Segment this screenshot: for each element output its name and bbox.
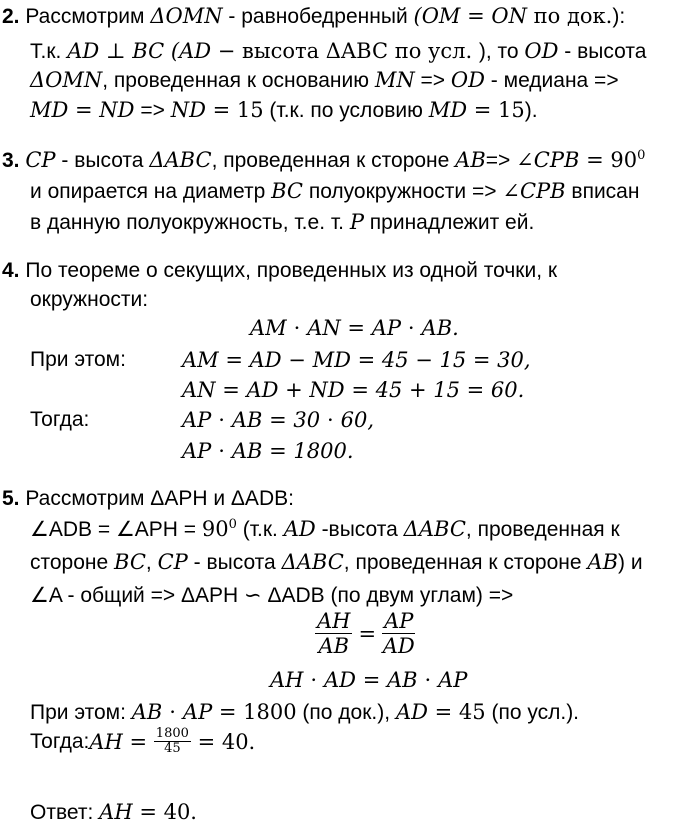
section-3-line-1 [2, 148, 645, 173]
section-2-line-1 [2, 4, 625, 29]
math: = 15 [467, 98, 525, 122]
math: AD ⊥ BC [67, 39, 165, 63]
section-5-line-1 [2, 487, 294, 511]
math: ND [170, 98, 206, 122]
math: OD [524, 39, 559, 63]
section-5-line-4: ∠A - общий => ΔAPH ∽ ΔADB (по двум углам) => [30, 584, 514, 607]
item-number: 2. [2, 5, 20, 28]
text: стороне [30, 551, 115, 574]
math: = 40. [132, 800, 197, 824]
math: AH [99, 800, 133, 824]
equation: AN = AD + ND = 45 + 15 = 60. [182, 378, 525, 402]
text: принадлежит ей. [363, 211, 535, 234]
math: = 90 [579, 148, 638, 172]
math: MN [374, 68, 415, 92]
text: ): [612, 5, 626, 28]
section-5-line-7 [30, 727, 255, 757]
equation: AP ⋅ AB = 1800. [182, 439, 354, 463]
math: ∠CPB [502, 179, 566, 203]
text: => [134, 99, 171, 122]
text: - высота [187, 551, 282, 574]
equation: AH ⋅ AD = AB ⋅ AP [270, 668, 468, 692]
numerator: AH [317, 609, 351, 633]
text: - высота [558, 40, 647, 63]
text: Тогда: [30, 730, 90, 754]
math: AB [455, 148, 486, 172]
section-5-line-3 [30, 550, 643, 575]
text: - высота [55, 149, 150, 172]
text: ). [524, 99, 538, 122]
math: = 1800 [212, 700, 297, 724]
text: ∠ADB = ∠APH = [30, 518, 202, 541]
math: P [349, 210, 364, 234]
equals-sign: = [358, 622, 377, 647]
numerator: AP [384, 609, 414, 633]
text: => [485, 149, 517, 172]
math: высота ΔABC [242, 39, 389, 63]
text: ), то [478, 40, 525, 63]
math: ∠CPB [516, 148, 580, 172]
math: ΔOMN [30, 68, 103, 92]
text: Т.к. [30, 40, 68, 63]
math: AB ⋅ AP [131, 700, 213, 724]
section-4-line-1 [2, 259, 557, 283]
text: (т.к. [236, 518, 284, 541]
text: в данную полуокружность, т.е. т. [30, 211, 350, 234]
text: ) и [618, 551, 643, 574]
math: MD = ND [30, 98, 135, 122]
section-3-line-3 [30, 210, 534, 235]
math: = 45 [427, 700, 486, 724]
math: 90 [201, 517, 229, 541]
math: по усл. [388, 39, 479, 63]
text: , проведенная к стороне [343, 551, 588, 574]
math-superscript: 0 [228, 517, 237, 532]
math: BC [114, 550, 146, 574]
math: = [122, 730, 154, 755]
text: - равнобедренный [222, 5, 414, 28]
text: По теореме о секущих, проведенных из одной точки, к [25, 259, 558, 282]
math: (OM = ON [413, 4, 527, 28]
answer-label: Ответ: [30, 801, 100, 824]
math: AD [395, 700, 428, 724]
section-5-line-2 [30, 517, 620, 542]
math: AB [587, 550, 619, 574]
math: MD [428, 98, 468, 122]
math: ΔABC [281, 550, 344, 574]
proportion [315, 610, 415, 658]
text: вписан [565, 180, 640, 203]
equation: AP ⋅ AB = 30 ⋅ 60, [182, 408, 375, 432]
text: Рассмотрим ΔAPH и ΔADB: [25, 487, 294, 510]
math: BC [271, 179, 303, 203]
denominator: 45 [164, 741, 181, 757]
text: (т.к. по условию [263, 99, 429, 122]
text: полуокружности => [303, 180, 503, 203]
section-2-line-2 [30, 39, 646, 64]
math: ΔOMN [150, 4, 223, 28]
denominator: AD [382, 634, 415, 659]
text: => [414, 69, 451, 92]
section-2-line-4 [30, 98, 538, 123]
section-2-line-3 [30, 68, 619, 93]
section-3-line-2 [30, 179, 639, 204]
section-5-line-6 [30, 700, 579, 725]
text: (по док.), [296, 701, 396, 724]
section-4-line-2: окружности: [30, 288, 149, 311]
math: по док. [526, 4, 613, 28]
text: , проведенная к [465, 518, 620, 541]
item-number: 3. [2, 149, 20, 172]
math: AH [89, 730, 123, 755]
label: Тогда: [30, 408, 90, 431]
text: Рассмотрим [25, 5, 151, 28]
equation: AM ⋅ AN = AP ⋅ AB. [250, 316, 459, 340]
fraction [154, 727, 191, 757]
text: При этом: [30, 701, 132, 724]
equation: AM = AD − MD = 45 − 15 = 30, [182, 348, 531, 372]
answer-line [30, 800, 197, 825]
text: (по усл.). [485, 701, 580, 724]
math: = 40. [190, 730, 256, 755]
item-number: 5. [2, 487, 20, 510]
text: , [145, 551, 158, 574]
denominator: AB [318, 634, 350, 659]
math: AD [283, 517, 316, 541]
fraction [382, 610, 415, 658]
math: CP [157, 550, 188, 574]
numerator: 1800 [155, 726, 189, 741]
text: - медиана => [484, 69, 619, 92]
math: = 15 [205, 98, 264, 122]
math: CP [25, 148, 56, 172]
text: -высота [315, 518, 404, 541]
math: OD [450, 68, 485, 92]
math: (AD − [164, 39, 243, 63]
text: , проведенная к стороне [211, 149, 456, 172]
math-superscript: 0 [637, 148, 646, 163]
item-number: 4. [2, 259, 20, 282]
fraction [315, 610, 352, 658]
label: При этом: [30, 348, 126, 371]
math: ΔABC [149, 148, 212, 172]
text: , проведенная к основанию [102, 69, 375, 92]
math: ΔABC [403, 517, 466, 541]
text: и опирается на диаметр [30, 180, 272, 203]
